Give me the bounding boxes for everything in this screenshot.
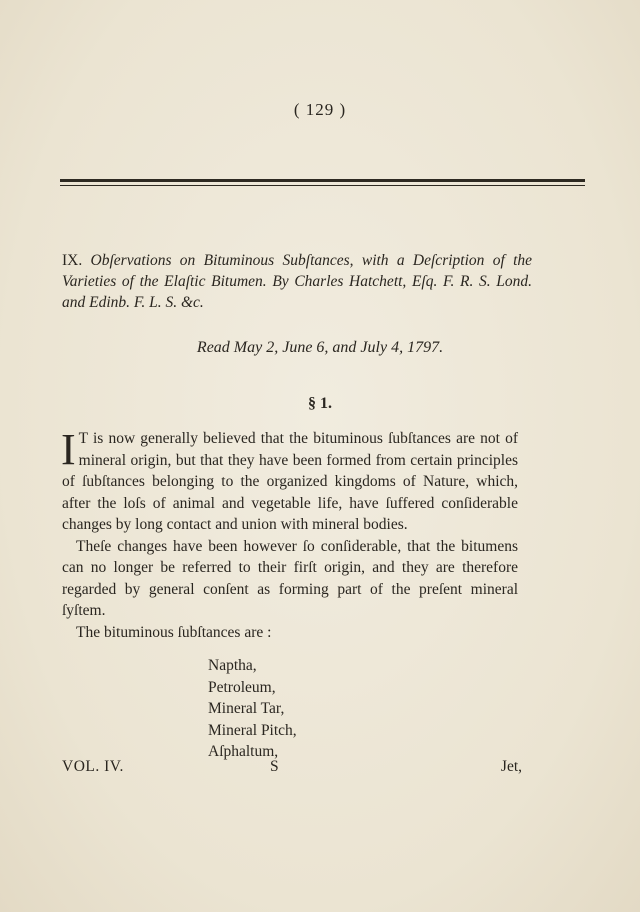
article-title [62, 250, 532, 313]
catchword: Jet, [500, 758, 522, 775]
body-text [61, 425, 518, 643]
volume-label: VOL. IV. [62, 758, 124, 775]
title-numeral: IX. [62, 252, 83, 269]
list-item: Petroleum, [208, 678, 276, 696]
paragraph-2: Theſe changes have been however ſo conſiderable, that the bitumens can no longer be referred to their firſt origin, and they are therefore regarded by general conſent as forming part of the preſent mineral ſyſtem. [62, 537, 518, 619]
bitumen-list [208, 655, 297, 763]
list-item: Mineral Tar, [208, 700, 285, 717]
title-author: By Charles Hatchett, Eſq. F. R. S. Lond. and Edinb. F. L. S. &c. [62, 273, 532, 311]
list-item: Aſphaltum, [208, 743, 279, 760]
section-heading: § 1. [308, 395, 332, 412]
paragraph-1 [61, 425, 518, 536]
drop-cap: I [61, 425, 76, 474]
paragraph-1-text: T is now generally believed that the bituminous ſubſtances are not of mineral origin, but that they have been formed from certain principles of ſubſtances belonging to the organized kingdoms of Nature, which, after the loſs of animal and vegetable life, have ſuffered conſiderable changes by long contact and union with mineral bodies. [62, 430, 518, 533]
paragraph-3: The bituminous ſubſtances are : [76, 623, 272, 641]
read-date: Read May 2, June 6, and July 4, 1797. [196, 339, 444, 356]
list-item: Mineral Pitch, [208, 721, 297, 739]
list-item: Naptha, [208, 657, 257, 674]
signature-mark: S [270, 758, 279, 775]
header-rule-thin [60, 185, 585, 186]
page-number: ( 129 ) [293, 100, 347, 119]
title-text: Obſervations on Bituminous Subſtances, with a Deſcription of the Varieties of the Elaſtic Bitumen. [62, 252, 533, 290]
header-rule-thick [60, 179, 585, 182]
